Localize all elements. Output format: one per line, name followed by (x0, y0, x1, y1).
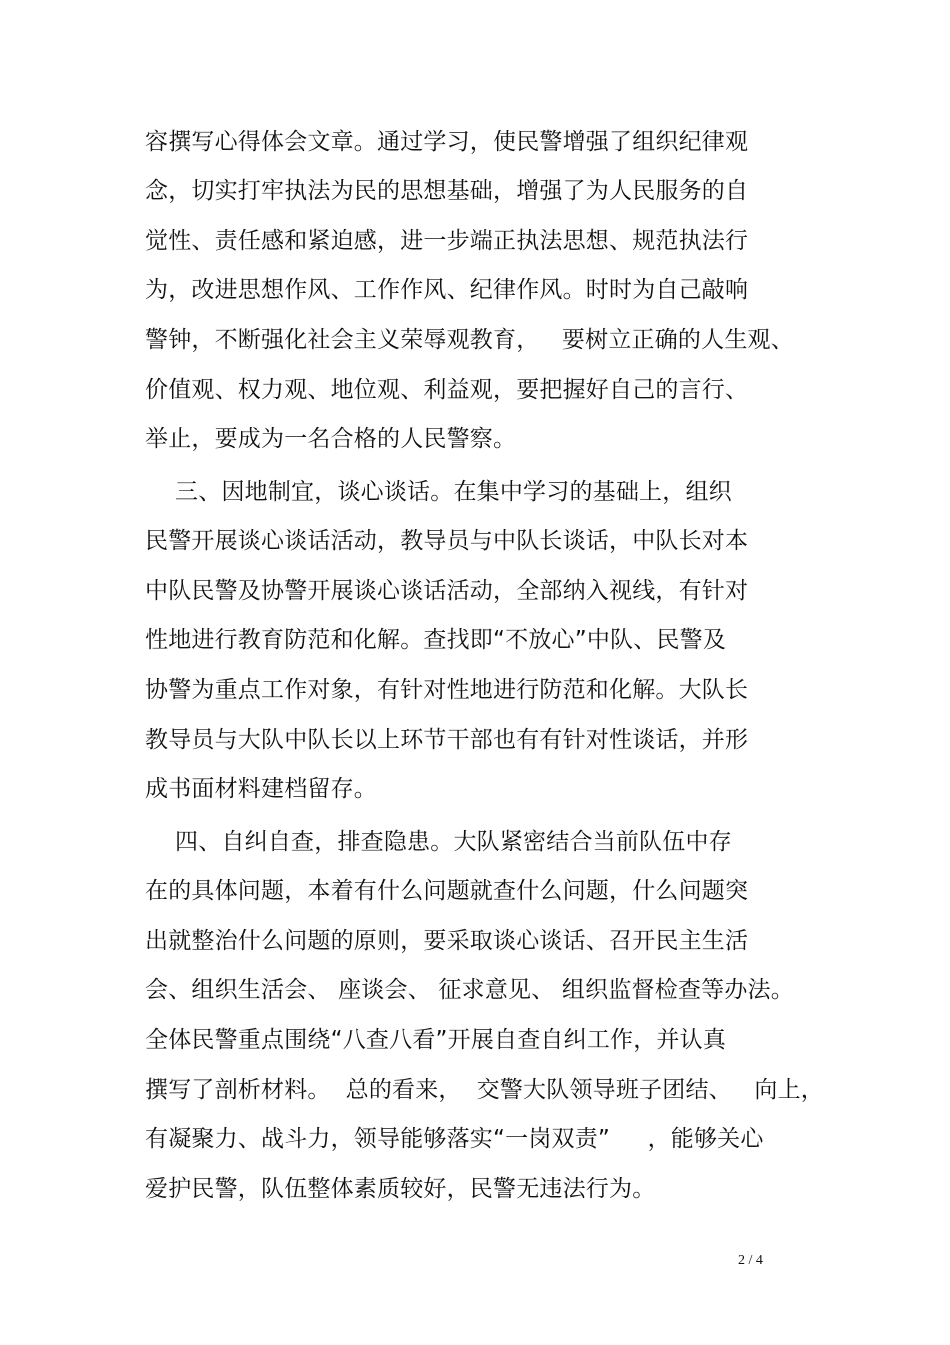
body-text-line: 全体民警重点围绕“八查八看”开展自查自纠工作，并认真 (145, 1027, 727, 1053)
body-text-line: 会、组织生活会、 座谈会、 征求意见、 组织监督检查等办法。 (145, 977, 794, 1003)
body-text-line: 觉性、责任感和紧迫感，进一步端正执法思想、规范执法行 (145, 228, 749, 254)
paragraph-start-line: 三、因地制宜，谈心谈话。在集中学习的基础上，组织 (145, 479, 732, 505)
body-text-line: 教导员与大队中队长以上环节干部也有有针对性谈话，并形 (145, 727, 749, 753)
body-text-line: 为，改进思想作风、工作作风、纪律作风。时时为自己敲响 (145, 277, 749, 303)
body-text-line: 有凝聚力、战斗力，领导能够落实“一岗双责” ，能够关心 (145, 1126, 764, 1152)
body-text-line: 出就整治什么问题的原则，要采取谈心谈话、召开民主生活 (145, 928, 749, 954)
body-text-line: 警钟，不断强化社会主义荣辱观教育， 要树立正确的人生观、 (145, 327, 794, 353)
body-text-line: 价值观、权力观、地位观、利益观，要把握好自己的言行、 (145, 377, 749, 403)
body-text-line: 中队民警及协警开展谈心谈话活动，全部纳入视线，有针对 (145, 578, 749, 604)
body-text-line: 性地进行教育防范和化解。查找即“不放心”中队、民警及 (145, 627, 727, 653)
body-text-line: 撰写了剖析材料。 总的看来， 交警大队领导班子团结、 向上， (145, 1077, 824, 1103)
body-text-line: 容撰写心得体会文章。通过学习，使民警增强了组织纪律观 (145, 129, 749, 155)
paragraph-start-line: 四、自纠自查，排查隐患。大队紧密结合当前队伍中存 (145, 829, 732, 855)
body-text-line: 爱护民警，队伍整体素质较好，民警无违法行为。 (145, 1176, 656, 1202)
body-text-line: 念，切实打牢执法为民的思想基础，增强了为人民服务的自 (145, 178, 749, 204)
body-text-line: 民警开展谈心谈话活动，教导员与中队长谈话，中队长对本 (145, 528, 749, 554)
body-text-line: 成书面材料建档留存。 (145, 776, 377, 802)
body-text-line: 举止，要成为一名合格的人民警察。 (145, 426, 517, 452)
body-text-line: 协警为重点工作对象，有针对性地进行防范和化解。大队长 (145, 677, 749, 703)
page-number: 2 / 4 (738, 1253, 763, 1268)
body-text-line: 在的具体问题，本着有什么问题就查什么问题，什么问题突 (145, 878, 749, 904)
